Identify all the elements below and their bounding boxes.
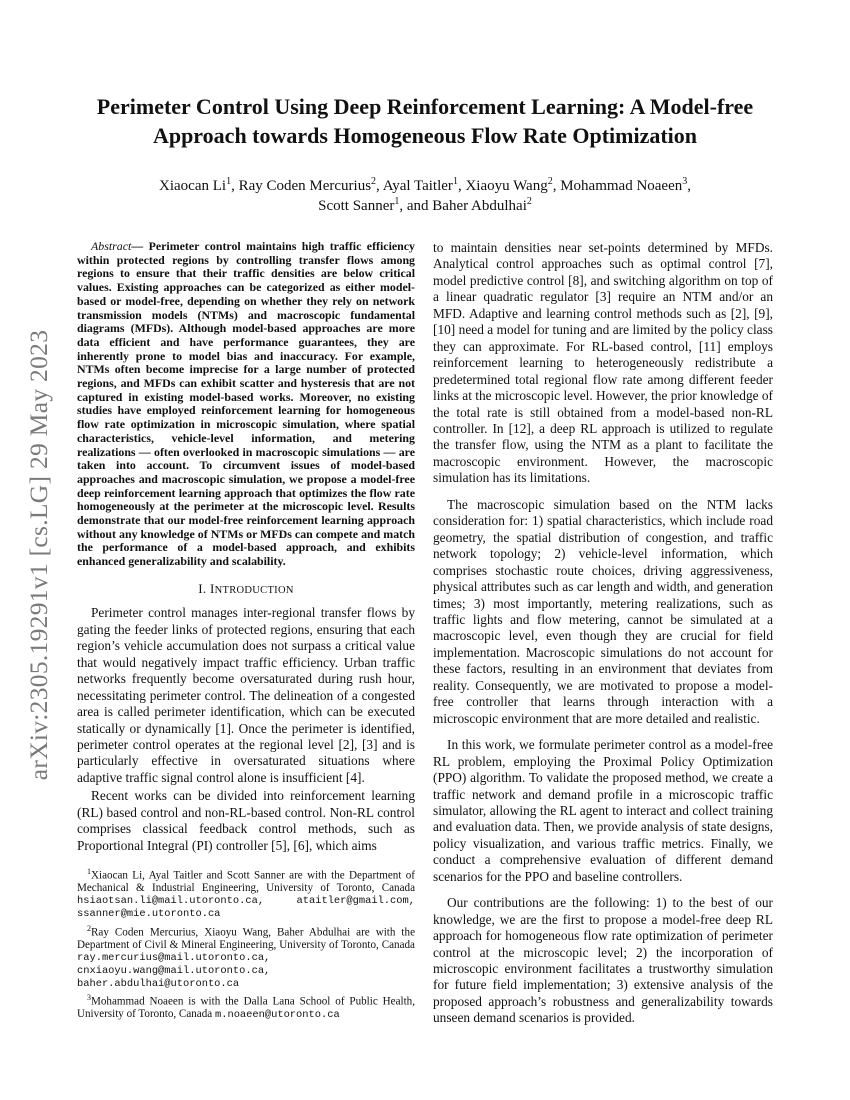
body-paragraph: In this work, we formulate perimeter control as a model-free RL problem, employing the Proximal Policy Optimization (PPO) algorithm. To validate the proposed method, we create a traffic network and demand profile in a microscopic traffic simulator, allowing the RL agent to interact and collect training and evaluation data. Then, we provide analysis of state designs, policy visualization, and various traffic metrics. Finally, we conduct a comprehensive evaluation of different demand scenarios for the PPO and baseline controllers.: [433, 737, 773, 884]
author: Ray Coden Mercurius$^2$,: [238, 176, 383, 194]
author: Xiaoyu Wang$^2$,: [465, 176, 561, 194]
footnote-1: $^1$Xiaocan Li, Ayal Taitler and Scott Sanner are with the Department of Mechanical & Industrial Engineering, University of Toronto, Canada hsiaotsan.li@mail.utoronto.ca, ataitler@gmail.com, ssanner@mie.utoronto.ca: [77, 867, 415, 921]
author: Mohammad Noaeen$^3$,: [560, 176, 691, 194]
author: Xiaocan Li$^1$,: [159, 176, 239, 194]
footnote-3: $^3$Mohammad Noaeen is with the Dalla Lana School of Public Health, University of Toronto, Canada m.noaeen@utoronto.ca: [77, 993, 415, 1022]
right-column: [433, 240, 773, 1027]
left-column: [77, 240, 415, 1021]
arxiv-sidebar: [22, 275, 56, 835]
arxiv-identifier: arXiv:2305.19291v1 [cs.LG] 29 May 2023: [24, 329, 53, 781]
footnote-emails: hsiaotsan.li@mail.utoronto.ca, ataitler@gmail.com, ssanner@mie.utoronto.ca: [77, 895, 415, 921]
author: Scott Sanner$^1$, and: [318, 196, 433, 214]
footnote-emails: ray.mercurius@mail.utoronto.ca, cnxiaoyu.wang@mail.utoronto.ca, baher.abdulhai@utoronto.ca: [77, 951, 271, 991]
body-paragraph: Our contributions are the following: 1) to the best of our knowledge, we are the first to propose a model-free deep RL approach for homogeneous flow rate optimization of perimeter control at the microscopic level; 2) the incorporation of microscopic environment facilitates a trustworthy simulation for future field implementation; 3) extensive analysis of the proposed approach’s robustness and generalizability towards unseen demand scenarios is provided.: [433, 895, 773, 1026]
paper-title-line-1: Perimeter Control Using Deep Reinforcement Learning: A Model-free: [96, 94, 754, 119]
abstract-label: Abstract: [91, 239, 132, 253]
abstract-text: — Perimeter control maintains high traffic efficiency within protected regions by controlling transfer flows among regions to ensure that their traffic densities are below critical values. Existing approaches can be categorized as either model-based or model-free, depending on whether they rely on network transmission models (NTMs) and macroscopic fundamental diagrams (MFDs). Although model-based approaches are more data efficient and have performance guarantees, they are inherently prone to model bias and inaccuracy. For example, NTMs often become imprecise for a large number of protected regions, and MFDs can exhibit scatter and hysteresis that are not captured in existing model-based works. Moreover, no existing studies have employed reinforcement learning for homogeneous flow rate optimization in microscopic simulation, where spatial characteristics, vehicle-level information, and metering realizations — often overlooked in macroscopic simulations — are taken into account. To circumvent issues of model-based approaches and macroscopic simulation, we propose a model-free deep reinforcement learning approach that optimizes the flow rate homogeneously at the perimeter at the microscopic level. Results demonstrate that our model-free reinforcement learning approach without any knowledge of NTMs or MFDs can compete and match the performance of a model-based approach, and exhibits enhanced generalizability and scalability.: [77, 239, 415, 569]
author: Ayal Taitler$^1$,: [382, 176, 466, 194]
body-paragraph: The macroscopic simulation based on the NTM lacks consideration for: 1) spatial characteristics, which include road geometry, the spatial distribution of congestion, and traffic network topology; 2) vehicle-level information, which comprises stochastic route choices, driving aggressiveness, physical attributes such as car length and width, and generation times; 3) most importantly, metering realizations, such as traffic lights and flow metering, cannot be simulated at a macroscopic level, even though they are crucial for field implementation. Macroscopic simulations do not account for these factors, resulting in an environment that deviates from reality. Consequently, we are motivated to propose a model-free controller that learns through interaction with a microscopic environment that are more detailed and realistic.: [433, 496, 773, 726]
body-paragraph: Recent works can be divided into reinforcement learning (RL) based control and non-RL-based control. Non-RL control comprises classical feedback control methods, such as Proportional Integral (PI) controller [5], [6], which aims: [77, 788, 415, 853]
footnotes: [77, 866, 415, 1021]
body-paragraph: to maintain densities near set-points determined by MFDs. Analytical control approaches such as optimal control [7], model predictive control [8], and switching algorithm on top of a linear quadratic regulator [3] require an NTM and/or an MFD. Adaptive and learning control methods such as [2], [9], [10] need a model for tuning and are limited by the policy class they can approximate. For RL-based control, [11] employs reinforcement learning to heterogeneously redistribute a predetermined total regional flow rate among different feeder links at the microscopic level. However, the prior knowledge of the total rate is still obtained from a model-based non-RL controller. In [12], a deep RL approach is utilized to regulate the transfer flow, using the NTM as a plant to facilitate the macroscopic environment. However, the macroscopic simulation has its limitations.: [433, 240, 773, 486]
paper-title: [80, 92, 770, 150]
abstract: [77, 240, 415, 569]
footnote-2: $^2$Ray Coden Mercurius, Xiaoyu Wang, Baher Abdulhai are with the Department of Civil & Mineral Engineering, University of Toronto, Canada ray.mercurius@mail.utoronto.ca, cnxiaoyu.wang@mail.utoronto.ca, baher.abdulhai@utoronto.ca: [77, 923, 415, 991]
footnote-emails: m.noaeen@utoronto.ca: [214, 1009, 340, 1022]
body-paragraph: Perimeter control manages inter-regional transfer flows by gating the feeder links of protected regions, ensuring that each region’s vehicle accumulation does not surpass a critical value that would negatively impact traffic efficiency. Urban traffic networks frequently become oversaturated during rush hour, necessitating perimeter control. The delineation of a congested area is called perimeter identification, which can be executed statically or dynamically [1]. Once the perimeter is identified, perimeter control operates at the regional level [2], [3] and is particularly effective in oversaturated situations where adaptive traffic signal control alone is insufficient [4].: [77, 605, 415, 785]
author-list: [90, 176, 760, 216]
paper-title-line-2: Approach towards Homogeneous Flow Rate Optimization: [152, 123, 698, 148]
section-heading-introduction: I. INTRODUCTION: [198, 580, 294, 596]
author: Baher Abdulhai$^2$: [432, 196, 532, 214]
